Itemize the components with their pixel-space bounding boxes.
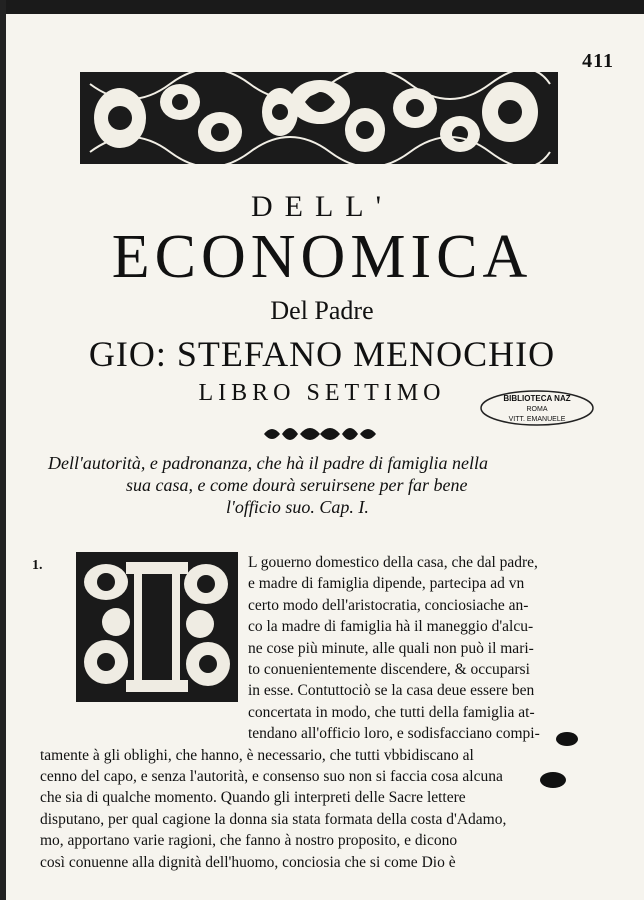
chapter-heading-line-3: l'officio suo. Cap. I. <box>226 497 369 517</box>
stamp-line-1: BIBLIOTECA NAZ <box>503 394 571 403</box>
body-line: tendano all'officio loro, e sodisfacciano compi- <box>248 725 540 743</box>
chapter-heading-line-2: sua casa, e come dourà seruirsene per far bene <box>126 475 468 495</box>
body-line: che sia di qualche momento. Quando gli interpreti delle Sacre lettere <box>40 789 466 807</box>
body-line: in esse. Contuttociò se la casa deue essere ben <box>248 682 535 700</box>
book-number: LIBRO SETTIMO <box>198 380 446 406</box>
title-line-1: DELL' <box>250 190 394 223</box>
page-number: 411 <box>582 50 614 72</box>
chapter-heading-line-1: Dell'autorità, e padronanza, che hà il padre di famiglia nella <box>48 453 488 473</box>
chapter-heading <box>48 452 588 518</box>
library-stamp <box>478 388 596 428</box>
body-line: ne cose più minute, alle quali non può il mari- <box>248 639 534 657</box>
paragraph-number: 1. <box>32 558 43 573</box>
body-line: mo, apportano varie ragioni, che fanno à nostro proposito, e dicono <box>40 832 458 850</box>
stamp-line-3: VITT. EMANUELE <box>508 416 566 423</box>
body-line: co la madre di famiglia hà il maneggio d'alcu- <box>248 618 534 636</box>
stamp-line-2: ROMA <box>526 406 548 413</box>
body-line: disputano, per qual cagione la donna sia stata formata della costa d'Adamo, <box>40 810 507 828</box>
body-line: cenno del capo, e senza l'autorità, e consenso suo non si faccia cosa alcuna <box>40 768 503 785</box>
body-line: tamente à gli oblighi, che hanno, è necessario, che tutti vbbidiscano al <box>40 746 474 764</box>
decorated-initial <box>76 552 238 702</box>
body-line: to conuenientemente discendere, & occuparsi <box>248 661 530 678</box>
scan-left-edge <box>0 0 6 900</box>
ink-blot <box>540 772 566 788</box>
body-line: certo modo dell'aristocratia, conciosiache an- <box>248 596 529 614</box>
fleuron-ornament <box>260 420 380 448</box>
body-line: così conuenne alla dignità dell'huomo, conciosia che si come Dio è <box>40 853 456 871</box>
author-name: GIO: STEFANO MENOCHIO <box>88 334 556 374</box>
body-line: L gouerno domestico della casa, che dal padre, <box>248 554 538 571</box>
title-main: ECONOMICA <box>111 223 533 291</box>
ink-blot <box>556 732 578 746</box>
title-subtitle: Del Padre <box>270 296 374 325</box>
body-line: concertata in modo, che tutti della famiglia at- <box>248 703 535 721</box>
headpiece-ornament <box>80 72 558 164</box>
scan-top-edge <box>0 0 644 14</box>
body-line: e madre di famiglia dipende, partecipa ad vn <box>248 575 525 593</box>
